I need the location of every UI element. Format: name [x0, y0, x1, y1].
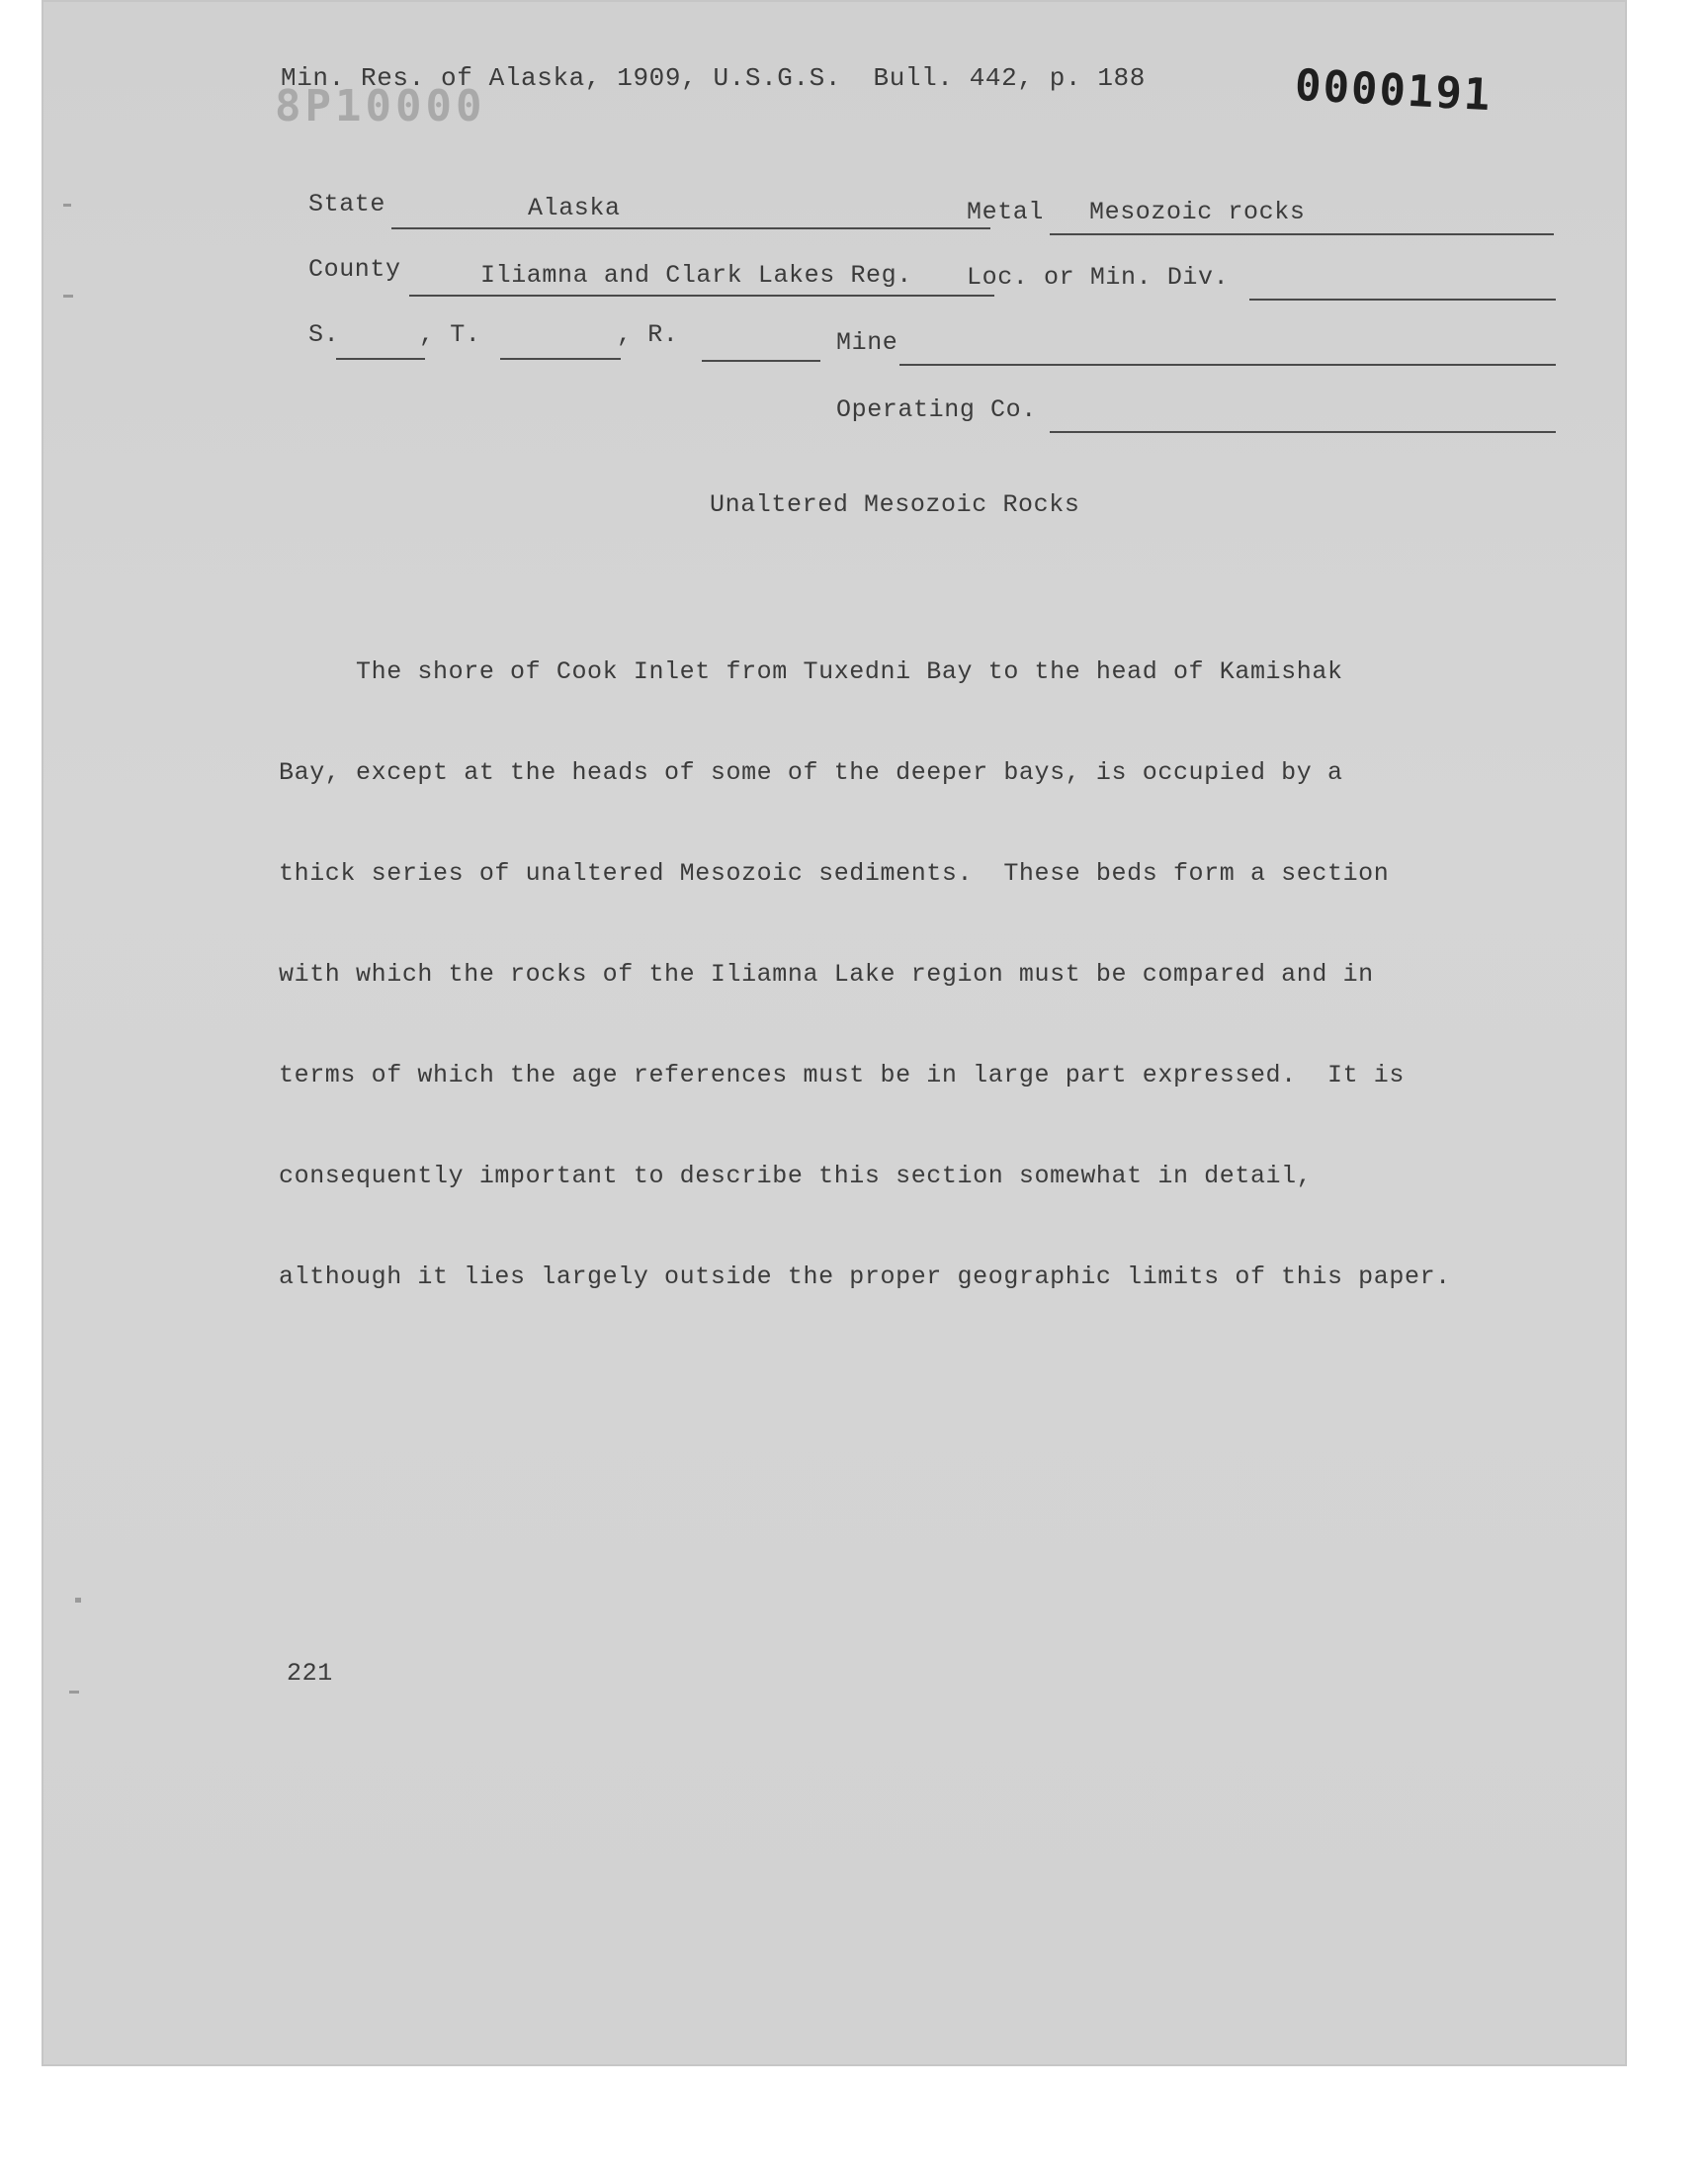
metal-underline	[1050, 233, 1554, 235]
scan-mark	[63, 295, 73, 298]
document-page	[42, 0, 1627, 2066]
operating-underline	[1050, 431, 1556, 433]
loc-label: Loc. or Min. Div.	[967, 263, 1230, 292]
t-label: , T.	[419, 320, 481, 349]
paragraph-line: Bay, except at the heads of some of the deeper bays, is occupied by a	[279, 758, 1343, 787]
faint-stamp-number: 8P10000	[275, 81, 486, 131]
mine-underline	[899, 364, 1556, 366]
r-label: , R.	[617, 320, 679, 349]
state-value: Alaska	[528, 194, 621, 222]
scan-mark	[63, 204, 71, 207]
mine-label: Mine	[836, 328, 898, 357]
section-title: Unaltered Mesozoic Rocks	[710, 490, 1080, 519]
scan-mark	[75, 1598, 81, 1603]
county-label: County	[308, 255, 401, 284]
r-underline	[702, 360, 820, 362]
operating-label: Operating Co.	[836, 395, 1037, 424]
state-underline	[391, 227, 990, 229]
loc-underline	[1249, 299, 1556, 301]
paragraph-line: although it lies largely outside the proper geographic limits of this paper.	[279, 1262, 1451, 1291]
paragraph-line: consequently important to describe this section somewhat in detail,	[279, 1162, 1313, 1190]
paragraph-line: terms of which the age references must be in large part expressed. It is	[279, 1061, 1405, 1089]
metal-value: Mesozoic rocks	[1089, 198, 1306, 226]
stamp-number: 0000191	[1293, 59, 1494, 122]
s-underline	[336, 358, 425, 360]
t-underline	[500, 358, 621, 360]
paragraph-line: The shore of Cook Inlet from Tuxedni Bay to the head of Kamishak	[279, 657, 1343, 686]
scan-mark	[69, 1691, 79, 1694]
page-number: 221	[287, 1659, 333, 1688]
county-value: Iliamna and Clark Lakes Reg.	[480, 261, 912, 290]
paragraph-line: thick series of unaltered Mesozoic sediments. These beds form a section	[279, 859, 1390, 888]
county-underline	[409, 295, 994, 297]
state-label: State	[308, 190, 386, 218]
citation-header: Min. Res. of Alaska, 1909, U.S.G.S. Bull. 442, p. 188	[281, 63, 1146, 93]
metal-label: Metal	[967, 198, 1045, 226]
paragraph-line: with which the rocks of the Iliamna Lake region must be compared and in	[279, 960, 1374, 989]
s-label: S.	[308, 320, 340, 349]
body-paragraph	[279, 588, 1593, 1361]
